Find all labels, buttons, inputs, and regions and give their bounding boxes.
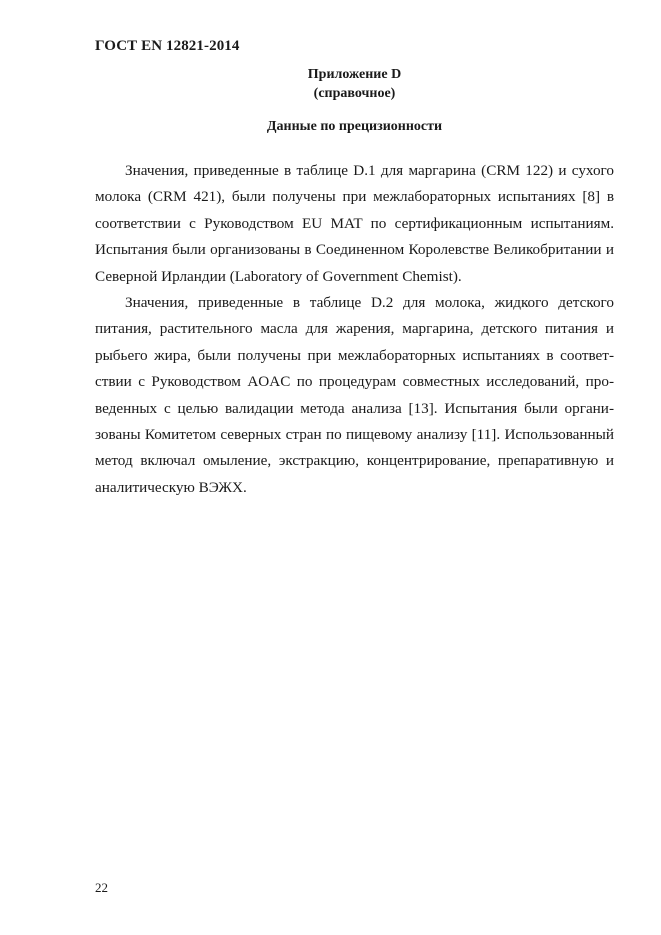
page-number: 22 (95, 880, 108, 895)
document-header: ГОСТ EN 12821-2014 (95, 38, 240, 54)
paragraph: Значения, приведенные в таблице D.2 для молока, жидкого детского питания, растительного масла для жарения, маргарина, детского питания и рыбьего жира, были получены при межлабораторных испытаниях в соответствии с Руководством AOAC по процедурам совместных исследований, проведенных с целью валидации метода анализа [13]. Испытания были организованы Комитетом северных стран по пищевому анализу [11]. Использованный метод включал омыление, экстракцию, концентрирование, препаративную и аналитическую ВЭЖХ. (95, 294, 614, 496)
appendix-title: Приложение D (307, 67, 402, 82)
appendix-subtitle: (справочное) (313, 86, 396, 101)
paragraph: Значения, приведенные в таблице D.1 для маргарина (CRM 122) и сухого молока (CRM 421), были получены при межлабораторных испытаниях [8] в соответствии с Руководством EU MAT по сертификационным испытаниям. Испытания были организованы в Соединенном Королевстве Великобритании и Северной Ирландии (Laboratory of Government Chemist). (95, 162, 614, 285)
section-title: Данные по прецизионности (266, 119, 443, 134)
appendix-heading (0, 65, 661, 103)
body-text (95, 158, 614, 501)
